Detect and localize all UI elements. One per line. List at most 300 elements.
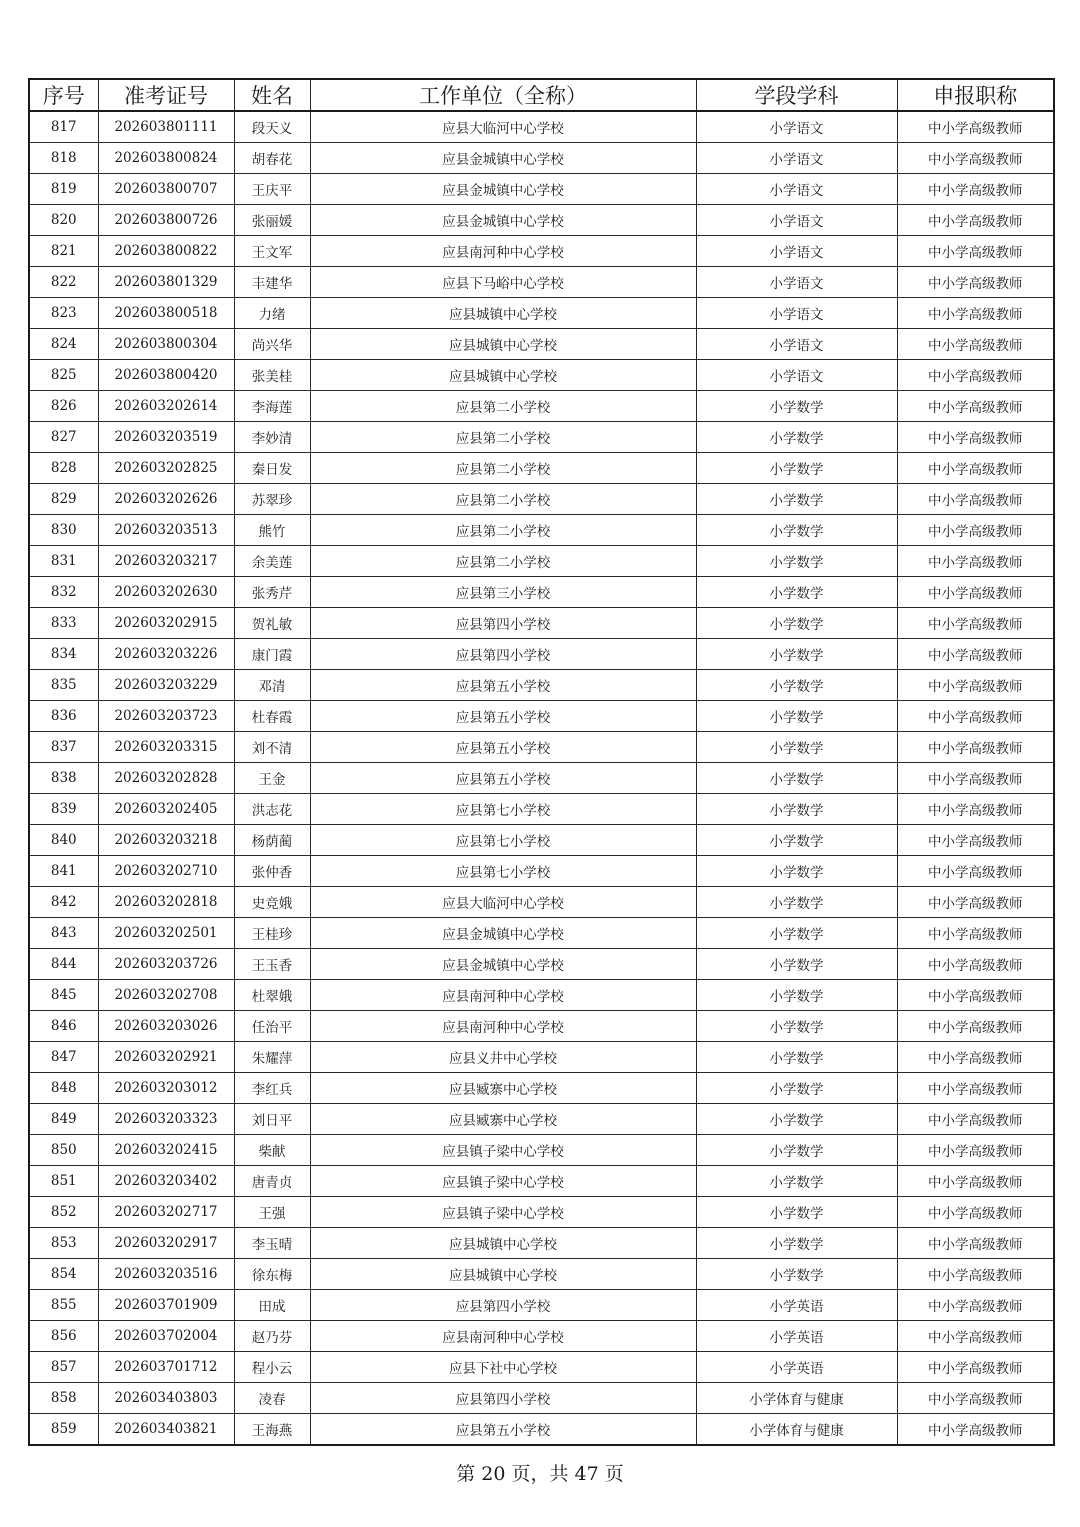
cell-ticket-number: 202603202614 bbox=[98, 391, 234, 422]
cell-subject: 小学语文 bbox=[696, 205, 897, 236]
table-row bbox=[29, 360, 1054, 391]
roster-table bbox=[28, 78, 1055, 1446]
cell-subject: 小学语文 bbox=[696, 329, 897, 360]
cell-serial: 825 bbox=[29, 360, 98, 391]
cell-name: 贺礼敏 bbox=[234, 608, 310, 639]
table-row bbox=[29, 980, 1054, 1011]
cell-subject: 小学数学 bbox=[696, 701, 897, 732]
table-row bbox=[29, 298, 1054, 329]
table-row bbox=[29, 1290, 1054, 1321]
cell-work-unit: 应县镇子梁中心学校 bbox=[310, 1197, 696, 1228]
cell-work-unit: 应县镇子梁中心学校 bbox=[310, 1166, 696, 1197]
table-row bbox=[29, 546, 1054, 577]
cell-serial: 831 bbox=[29, 546, 98, 577]
cell-title: 中小学高级教师 bbox=[897, 360, 1054, 391]
cell-ticket-number: 202603203513 bbox=[98, 515, 234, 546]
cell-title: 中小学高级教师 bbox=[897, 763, 1054, 794]
cell-title: 中小学高级教师 bbox=[897, 236, 1054, 267]
cell-serial: 818 bbox=[29, 143, 98, 174]
header-name: 姓名 bbox=[234, 79, 310, 111]
cell-name: 段天义 bbox=[234, 111, 310, 143]
cell-title: 中小学高级教师 bbox=[897, 577, 1054, 608]
cell-name: 秦日发 bbox=[234, 453, 310, 484]
cell-serial: 820 bbox=[29, 205, 98, 236]
cell-ticket-number: 202603203519 bbox=[98, 422, 234, 453]
cell-title: 中小学高级教师 bbox=[897, 484, 1054, 515]
cell-subject: 小学语文 bbox=[696, 111, 897, 143]
cell-name: 唐青贞 bbox=[234, 1166, 310, 1197]
cell-title: 中小学高级教师 bbox=[897, 856, 1054, 887]
cell-work-unit: 应县大临河中心学校 bbox=[310, 887, 696, 918]
cell-ticket-number: 202603701712 bbox=[98, 1352, 234, 1383]
cell-name: 熊竹 bbox=[234, 515, 310, 546]
cell-title: 中小学高级教师 bbox=[897, 1383, 1054, 1414]
cell-name: 丰建华 bbox=[234, 267, 310, 298]
table-row bbox=[29, 918, 1054, 949]
cell-work-unit: 应县镇子梁中心学校 bbox=[310, 1135, 696, 1166]
cell-serial: 845 bbox=[29, 980, 98, 1011]
table-row bbox=[29, 1166, 1054, 1197]
cell-ticket-number: 202603202915 bbox=[98, 608, 234, 639]
header-title: 申报职称 bbox=[897, 79, 1054, 111]
table-row bbox=[29, 608, 1054, 639]
cell-name: 王桂珍 bbox=[234, 918, 310, 949]
cell-serial: 829 bbox=[29, 484, 98, 515]
cell-name: 刘不清 bbox=[234, 732, 310, 763]
table-row bbox=[29, 174, 1054, 205]
cell-work-unit: 应县第二小学校 bbox=[310, 515, 696, 546]
cell-serial: 842 bbox=[29, 887, 98, 918]
table-row bbox=[29, 1383, 1054, 1414]
table-row bbox=[29, 391, 1054, 422]
cell-work-unit: 应县大临河中心学校 bbox=[310, 111, 696, 143]
cell-work-unit: 应县第二小学校 bbox=[310, 453, 696, 484]
cell-title: 中小学高级教师 bbox=[897, 608, 1054, 639]
cell-name: 王玉香 bbox=[234, 949, 310, 980]
cell-title: 中小学高级教师 bbox=[897, 1042, 1054, 1073]
cell-subject: 小学数学 bbox=[696, 918, 897, 949]
table-row bbox=[29, 825, 1054, 856]
cell-work-unit: 应县南河种中心学校 bbox=[310, 236, 696, 267]
cell-title: 中小学高级教师 bbox=[897, 1290, 1054, 1321]
cell-subject: 小学数学 bbox=[696, 1166, 897, 1197]
cell-title: 中小学高级教师 bbox=[897, 670, 1054, 701]
cell-serial: 843 bbox=[29, 918, 98, 949]
cell-name: 余美莲 bbox=[234, 546, 310, 577]
cell-subject: 小学数学 bbox=[696, 1135, 897, 1166]
cell-work-unit: 应县第二小学校 bbox=[310, 391, 696, 422]
cell-title: 中小学高级教师 bbox=[897, 298, 1054, 329]
cell-ticket-number: 202603202717 bbox=[98, 1197, 234, 1228]
table-row bbox=[29, 732, 1054, 763]
cell-title: 中小学高级教师 bbox=[897, 1135, 1054, 1166]
cell-name: 张美桂 bbox=[234, 360, 310, 391]
table-row bbox=[29, 1352, 1054, 1383]
table-row bbox=[29, 577, 1054, 608]
cell-work-unit: 应县下社中心学校 bbox=[310, 1352, 696, 1383]
cell-subject: 小学数学 bbox=[696, 422, 897, 453]
cell-serial: 822 bbox=[29, 267, 98, 298]
cell-name: 杜翠娥 bbox=[234, 980, 310, 1011]
cell-ticket-number: 202603202630 bbox=[98, 577, 234, 608]
cell-title: 中小学高级教师 bbox=[897, 1073, 1054, 1104]
cell-ticket-number: 202603800707 bbox=[98, 174, 234, 205]
table-row bbox=[29, 267, 1054, 298]
cell-name: 李红兵 bbox=[234, 1073, 310, 1104]
table-row bbox=[29, 422, 1054, 453]
cell-serial: 819 bbox=[29, 174, 98, 205]
cell-ticket-number: 202603801111 bbox=[98, 111, 234, 143]
cell-ticket-number: 202603800304 bbox=[98, 329, 234, 360]
cell-name: 苏翠珍 bbox=[234, 484, 310, 515]
cell-work-unit: 应县城镇中心学校 bbox=[310, 1259, 696, 1290]
header-row bbox=[29, 79, 1054, 111]
table-row bbox=[29, 1042, 1054, 1073]
cell-subject: 小学数学 bbox=[696, 1228, 897, 1259]
cell-title: 中小学高级教师 bbox=[897, 1259, 1054, 1290]
cell-serial: 847 bbox=[29, 1042, 98, 1073]
cell-title: 中小学高级教师 bbox=[897, 205, 1054, 236]
cell-serial: 848 bbox=[29, 1073, 98, 1104]
cell-work-unit: 应县城镇中心学校 bbox=[310, 329, 696, 360]
cell-name: 力绪 bbox=[234, 298, 310, 329]
cell-work-unit: 应县臧寨中心学校 bbox=[310, 1073, 696, 1104]
cell-serial: 849 bbox=[29, 1104, 98, 1135]
table-row bbox=[29, 111, 1054, 143]
cell-name: 张丽媛 bbox=[234, 205, 310, 236]
table-body bbox=[29, 111, 1054, 1445]
table-row bbox=[29, 484, 1054, 515]
cell-ticket-number: 202603202825 bbox=[98, 453, 234, 484]
cell-name: 赵乃芬 bbox=[234, 1321, 310, 1352]
cell-ticket-number: 202603801329 bbox=[98, 267, 234, 298]
cell-work-unit: 应县第二小学校 bbox=[310, 546, 696, 577]
cell-title: 中小学高级教师 bbox=[897, 143, 1054, 174]
cell-serial: 844 bbox=[29, 949, 98, 980]
cell-name: 任治平 bbox=[234, 1011, 310, 1042]
cell-subject: 小学数学 bbox=[696, 515, 897, 546]
header-work-unit: 工作单位（全称） bbox=[310, 79, 696, 111]
cell-name: 张秀芹 bbox=[234, 577, 310, 608]
cell-name: 王庆平 bbox=[234, 174, 310, 205]
cell-subject: 小学英语 bbox=[696, 1290, 897, 1321]
cell-name: 李玉晴 bbox=[234, 1228, 310, 1259]
cell-ticket-number: 202603702004 bbox=[98, 1321, 234, 1352]
table-row bbox=[29, 143, 1054, 174]
cell-serial: 855 bbox=[29, 1290, 98, 1321]
cell-work-unit: 应县第四小学校 bbox=[310, 608, 696, 639]
cell-name: 邓清 bbox=[234, 670, 310, 701]
cell-title: 中小学高级教师 bbox=[897, 732, 1054, 763]
cell-work-unit: 应县义井中心学校 bbox=[310, 1042, 696, 1073]
cell-subject: 小学数学 bbox=[696, 732, 897, 763]
cell-subject: 小学数学 bbox=[696, 980, 897, 1011]
cell-ticket-number: 202603800824 bbox=[98, 143, 234, 174]
cell-ticket-number: 202603202818 bbox=[98, 887, 234, 918]
cell-title: 中小学高级教师 bbox=[897, 422, 1054, 453]
cell-serial: 837 bbox=[29, 732, 98, 763]
cell-name: 朱耀萍 bbox=[234, 1042, 310, 1073]
cell-ticket-number: 202603202828 bbox=[98, 763, 234, 794]
cell-work-unit: 应县第五小学校 bbox=[310, 1414, 696, 1446]
cell-serial: 857 bbox=[29, 1352, 98, 1383]
cell-name: 杨荫蔺 bbox=[234, 825, 310, 856]
page-number: 第 20 页，共 47 页 bbox=[456, 1463, 624, 1485]
cell-subject: 小学体育与健康 bbox=[696, 1414, 897, 1446]
cell-work-unit: 应县南河种中心学校 bbox=[310, 980, 696, 1011]
cell-ticket-number: 202603203226 bbox=[98, 639, 234, 670]
header-serial: 序号 bbox=[29, 79, 98, 111]
cell-ticket-number: 202603203402 bbox=[98, 1166, 234, 1197]
cell-work-unit: 应县第七小学校 bbox=[310, 794, 696, 825]
cell-subject: 小学数学 bbox=[696, 949, 897, 980]
cell-work-unit: 应县金城镇中心学校 bbox=[310, 143, 696, 174]
cell-work-unit: 应县第五小学校 bbox=[310, 701, 696, 732]
cell-serial: 823 bbox=[29, 298, 98, 329]
cell-subject: 小学数学 bbox=[696, 887, 897, 918]
table-row bbox=[29, 887, 1054, 918]
cell-name: 李海莲 bbox=[234, 391, 310, 422]
cell-name: 康门霞 bbox=[234, 639, 310, 670]
cell-work-unit: 应县臧寨中心学校 bbox=[310, 1104, 696, 1135]
cell-ticket-number: 202603203323 bbox=[98, 1104, 234, 1135]
table-row bbox=[29, 949, 1054, 980]
cell-serial: 853 bbox=[29, 1228, 98, 1259]
table-row bbox=[29, 329, 1054, 360]
cell-ticket-number: 202603203726 bbox=[98, 949, 234, 980]
cell-subject: 小学数学 bbox=[696, 1011, 897, 1042]
cell-ticket-number: 202603202501 bbox=[98, 918, 234, 949]
cell-serial: 858 bbox=[29, 1383, 98, 1414]
cell-ticket-number: 202603403821 bbox=[98, 1414, 234, 1446]
cell-title: 中小学高级教师 bbox=[897, 329, 1054, 360]
cell-name: 田成 bbox=[234, 1290, 310, 1321]
table-row bbox=[29, 763, 1054, 794]
cell-title: 中小学高级教师 bbox=[897, 546, 1054, 577]
cell-subject: 小学语文 bbox=[696, 298, 897, 329]
table-row bbox=[29, 856, 1054, 887]
table-row bbox=[29, 1135, 1054, 1166]
table-row bbox=[29, 670, 1054, 701]
cell-subject: 小学语文 bbox=[696, 360, 897, 391]
cell-title: 中小学高级教师 bbox=[897, 949, 1054, 980]
cell-serial: 824 bbox=[29, 329, 98, 360]
cell-ticket-number: 202603403803 bbox=[98, 1383, 234, 1414]
cell-title: 中小学高级教师 bbox=[897, 1228, 1054, 1259]
table-row bbox=[29, 1259, 1054, 1290]
cell-work-unit: 应县第三小学校 bbox=[310, 577, 696, 608]
cell-work-unit: 应县第五小学校 bbox=[310, 732, 696, 763]
table-row bbox=[29, 1321, 1054, 1352]
cell-work-unit: 应县第四小学校 bbox=[310, 1290, 696, 1321]
table-row bbox=[29, 453, 1054, 484]
cell-subject: 小学数学 bbox=[696, 670, 897, 701]
cell-title: 中小学高级教师 bbox=[897, 918, 1054, 949]
cell-name: 程小云 bbox=[234, 1352, 310, 1383]
table-row bbox=[29, 236, 1054, 267]
cell-serial: 832 bbox=[29, 577, 98, 608]
cell-subject: 小学数学 bbox=[696, 484, 897, 515]
cell-name: 李妙清 bbox=[234, 422, 310, 453]
cell-name: 史竞娥 bbox=[234, 887, 310, 918]
cell-work-unit: 应县南河种中心学校 bbox=[310, 1011, 696, 1042]
cell-title: 中小学高级教师 bbox=[897, 1321, 1054, 1352]
cell-subject: 小学数学 bbox=[696, 608, 897, 639]
cell-work-unit: 应县金城镇中心学校 bbox=[310, 174, 696, 205]
cell-subject: 小学数学 bbox=[696, 639, 897, 670]
table-row bbox=[29, 1228, 1054, 1259]
cell-serial: 850 bbox=[29, 1135, 98, 1166]
cell-ticket-number: 202603202708 bbox=[98, 980, 234, 1011]
cell-work-unit: 应县第二小学校 bbox=[310, 484, 696, 515]
cell-ticket-number: 202603203229 bbox=[98, 670, 234, 701]
cell-name: 凌春 bbox=[234, 1383, 310, 1414]
cell-ticket-number: 202603202710 bbox=[98, 856, 234, 887]
table-row bbox=[29, 701, 1054, 732]
cell-work-unit: 应县金城镇中心学校 bbox=[310, 949, 696, 980]
cell-serial: 846 bbox=[29, 1011, 98, 1042]
cell-serial: 859 bbox=[29, 1414, 98, 1446]
cell-ticket-number: 202603203012 bbox=[98, 1073, 234, 1104]
cell-serial: 834 bbox=[29, 639, 98, 670]
cell-work-unit: 应县第五小学校 bbox=[310, 670, 696, 701]
cell-title: 中小学高级教师 bbox=[897, 174, 1054, 205]
cell-ticket-number: 202603202921 bbox=[98, 1042, 234, 1073]
cell-title: 中小学高级教师 bbox=[897, 111, 1054, 143]
cell-subject: 小学数学 bbox=[696, 856, 897, 887]
cell-serial: 839 bbox=[29, 794, 98, 825]
cell-ticket-number: 202603800518 bbox=[98, 298, 234, 329]
cell-ticket-number: 202603202917 bbox=[98, 1228, 234, 1259]
cell-subject: 小学数学 bbox=[696, 1197, 897, 1228]
table-row bbox=[29, 1414, 1054, 1446]
cell-subject: 小学语文 bbox=[696, 174, 897, 205]
cell-ticket-number: 202603202626 bbox=[98, 484, 234, 515]
cell-title: 中小学高级教师 bbox=[897, 391, 1054, 422]
cell-ticket-number: 202603800726 bbox=[98, 205, 234, 236]
cell-name: 王强 bbox=[234, 1197, 310, 1228]
cell-serial: 838 bbox=[29, 763, 98, 794]
cell-work-unit: 应县南河种中心学校 bbox=[310, 1321, 696, 1352]
cell-title: 中小学高级教师 bbox=[897, 701, 1054, 732]
table-row bbox=[29, 639, 1054, 670]
cell-title: 中小学高级教师 bbox=[897, 1414, 1054, 1446]
cell-subject: 小学数学 bbox=[696, 391, 897, 422]
table-row bbox=[29, 515, 1054, 546]
cell-serial: 826 bbox=[29, 391, 98, 422]
cell-subject: 小学语文 bbox=[696, 267, 897, 298]
cell-serial: 836 bbox=[29, 701, 98, 732]
cell-work-unit: 应县第四小学校 bbox=[310, 639, 696, 670]
cell-title: 中小学高级教师 bbox=[897, 1197, 1054, 1228]
cell-subject: 小学数学 bbox=[696, 825, 897, 856]
cell-subject: 小学体育与健康 bbox=[696, 1383, 897, 1414]
cell-work-unit: 应县下马峪中心学校 bbox=[310, 267, 696, 298]
cell-name: 张仲香 bbox=[234, 856, 310, 887]
cell-work-unit: 应县第七小学校 bbox=[310, 856, 696, 887]
cell-subject: 小学数学 bbox=[696, 577, 897, 608]
cell-ticket-number: 202603203315 bbox=[98, 732, 234, 763]
cell-title: 中小学高级教师 bbox=[897, 267, 1054, 298]
cell-name: 王海燕 bbox=[234, 1414, 310, 1446]
cell-subject: 小学数学 bbox=[696, 763, 897, 794]
cell-work-unit: 应县城镇中心学校 bbox=[310, 360, 696, 391]
cell-serial: 827 bbox=[29, 422, 98, 453]
cell-work-unit: 应县金城镇中心学校 bbox=[310, 205, 696, 236]
cell-serial: 854 bbox=[29, 1259, 98, 1290]
cell-subject: 小学数学 bbox=[696, 546, 897, 577]
cell-ticket-number: 202603800420 bbox=[98, 360, 234, 391]
cell-name: 柴献 bbox=[234, 1135, 310, 1166]
cell-name: 尚兴华 bbox=[234, 329, 310, 360]
cell-title: 中小学高级教师 bbox=[897, 825, 1054, 856]
cell-work-unit: 应县第七小学校 bbox=[310, 825, 696, 856]
cell-subject: 小学数学 bbox=[696, 1042, 897, 1073]
cell-subject: 小学语文 bbox=[696, 143, 897, 174]
cell-title: 中小学高级教师 bbox=[897, 794, 1054, 825]
cell-name: 胡春花 bbox=[234, 143, 310, 174]
cell-title: 中小学高级教师 bbox=[897, 887, 1054, 918]
cell-subject: 小学数学 bbox=[696, 1104, 897, 1135]
cell-subject: 小学数学 bbox=[696, 794, 897, 825]
cell-serial: 833 bbox=[29, 608, 98, 639]
cell-ticket-number: 202603203218 bbox=[98, 825, 234, 856]
cell-ticket-number: 202603202405 bbox=[98, 794, 234, 825]
cell-title: 中小学高级教师 bbox=[897, 1104, 1054, 1135]
cell-ticket-number: 202603203026 bbox=[98, 1011, 234, 1042]
cell-serial: 852 bbox=[29, 1197, 98, 1228]
cell-serial: 856 bbox=[29, 1321, 98, 1352]
table-row bbox=[29, 794, 1054, 825]
cell-subject: 小学英语 bbox=[696, 1321, 897, 1352]
cell-title: 中小学高级教师 bbox=[897, 453, 1054, 484]
cell-name: 刘日平 bbox=[234, 1104, 310, 1135]
cell-subject: 小学英语 bbox=[696, 1352, 897, 1383]
cell-title: 中小学高级教师 bbox=[897, 1166, 1054, 1197]
cell-subject: 小学数学 bbox=[696, 453, 897, 484]
cell-work-unit: 应县第五小学校 bbox=[310, 763, 696, 794]
cell-subject: 小学语文 bbox=[696, 236, 897, 267]
cell-name: 王文军 bbox=[234, 236, 310, 267]
cell-work-unit: 应县第二小学校 bbox=[310, 422, 696, 453]
cell-work-unit: 应县城镇中心学校 bbox=[310, 298, 696, 329]
cell-name: 徐东梅 bbox=[234, 1259, 310, 1290]
cell-work-unit: 应县第四小学校 bbox=[310, 1383, 696, 1414]
cell-ticket-number: 202603203723 bbox=[98, 701, 234, 732]
table-row bbox=[29, 1104, 1054, 1135]
table-row bbox=[29, 1197, 1054, 1228]
cell-work-unit: 应县城镇中心学校 bbox=[310, 1228, 696, 1259]
cell-serial: 830 bbox=[29, 515, 98, 546]
cell-subject: 小学数学 bbox=[696, 1073, 897, 1104]
cell-serial: 840 bbox=[29, 825, 98, 856]
cell-serial: 821 bbox=[29, 236, 98, 267]
cell-ticket-number: 202603203516 bbox=[98, 1259, 234, 1290]
cell-subject: 小学数学 bbox=[696, 1259, 897, 1290]
header-ticket-number: 准考证号 bbox=[98, 79, 234, 111]
cell-ticket-number: 202603701909 bbox=[98, 1290, 234, 1321]
cell-work-unit: 应县金城镇中心学校 bbox=[310, 918, 696, 949]
cell-title: 中小学高级教师 bbox=[897, 1352, 1054, 1383]
table-row bbox=[29, 205, 1054, 236]
cell-name: 王金 bbox=[234, 763, 310, 794]
table-row bbox=[29, 1073, 1054, 1104]
cell-title: 中小学高级教师 bbox=[897, 639, 1054, 670]
cell-ticket-number: 202603202415 bbox=[98, 1135, 234, 1166]
cell-serial: 841 bbox=[29, 856, 98, 887]
table-row bbox=[29, 1011, 1054, 1042]
cell-serial: 851 bbox=[29, 1166, 98, 1197]
